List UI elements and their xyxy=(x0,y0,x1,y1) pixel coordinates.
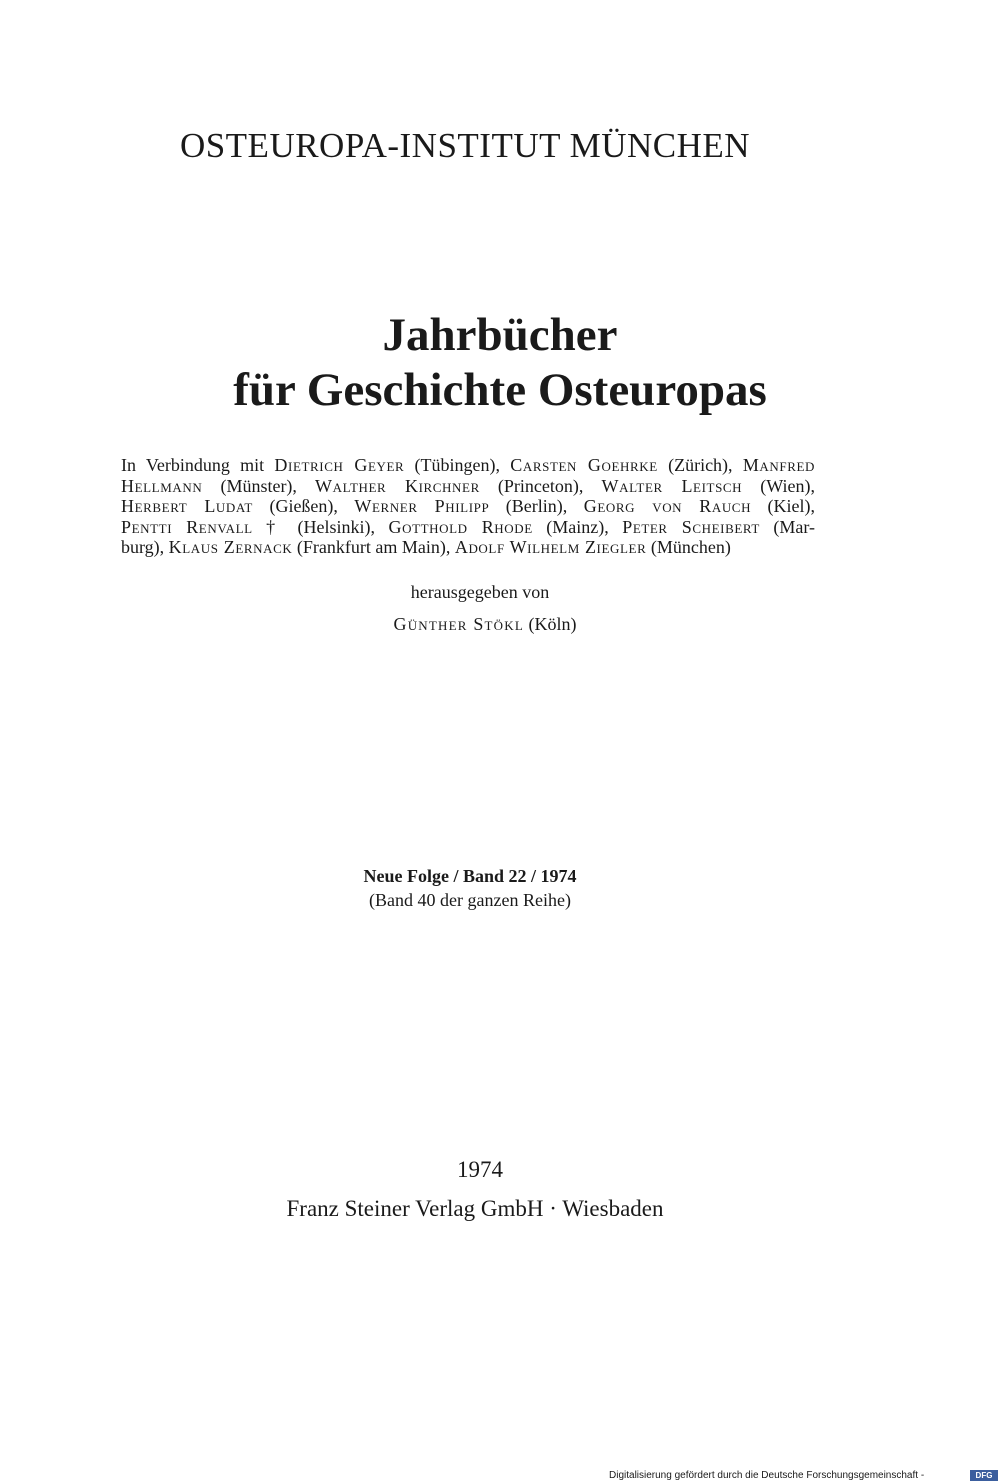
publisher-line: Franz Steiner Verlag GmbH · Wiesbaden xyxy=(286,1196,664,1221)
collaboration-line: Pentti Renvall † (Helsinki), Gotthold Rhode (Mainz), Peter Scheibert (Mar- xyxy=(121,516,815,537)
volume-overall: (Band 40 der ganzen Reihe) xyxy=(369,890,571,910)
editor-name xyxy=(350,614,620,635)
collaboration-line: Herbert Ludat (Gießen), Werner Philipp (Berlin), Georg von Rauch (Kiel), xyxy=(121,496,816,516)
collaboration-line: Hellmann (Münster), Walther Kirchner (Princeton), Walter Leitsch (Wien), xyxy=(121,475,816,496)
journal-title-line-1: Jahrbücher xyxy=(382,309,618,361)
collaboration-line: burg), Klaus Zernack (Frankfurt am Main), Adolf Wilhelm Ziegler (München) xyxy=(121,537,731,557)
institute-heading: OSTEUROPA-INSTITUT MÜNCHEN xyxy=(179,126,751,165)
volume-series: Neue Folge / Band 22 / 1974 xyxy=(363,866,577,886)
digitization-notice: Digitalisierung gefördert durch die Deutsche Forschungsgemeinschaft - xyxy=(609,1470,925,1481)
edited-by-label: herausgegeben von xyxy=(410,582,550,602)
collaboration-line: In Verbindung mit Dietrich Geyer (Tübingen), Carsten Goehrke (Zürich), Manfred xyxy=(121,455,816,475)
collaboration-statement xyxy=(121,455,815,558)
publication-year: 1974 xyxy=(457,1157,503,1182)
editor-place: (Köln) xyxy=(524,614,577,634)
dfg-logo-icon: DFG xyxy=(970,1470,998,1481)
digitization-footer xyxy=(607,1468,1000,1483)
journal-title xyxy=(100,308,900,418)
journal-title-line-2: für Geschichte Osteuropas xyxy=(233,364,767,416)
editor-name-text: Günther Stökl xyxy=(393,614,524,634)
